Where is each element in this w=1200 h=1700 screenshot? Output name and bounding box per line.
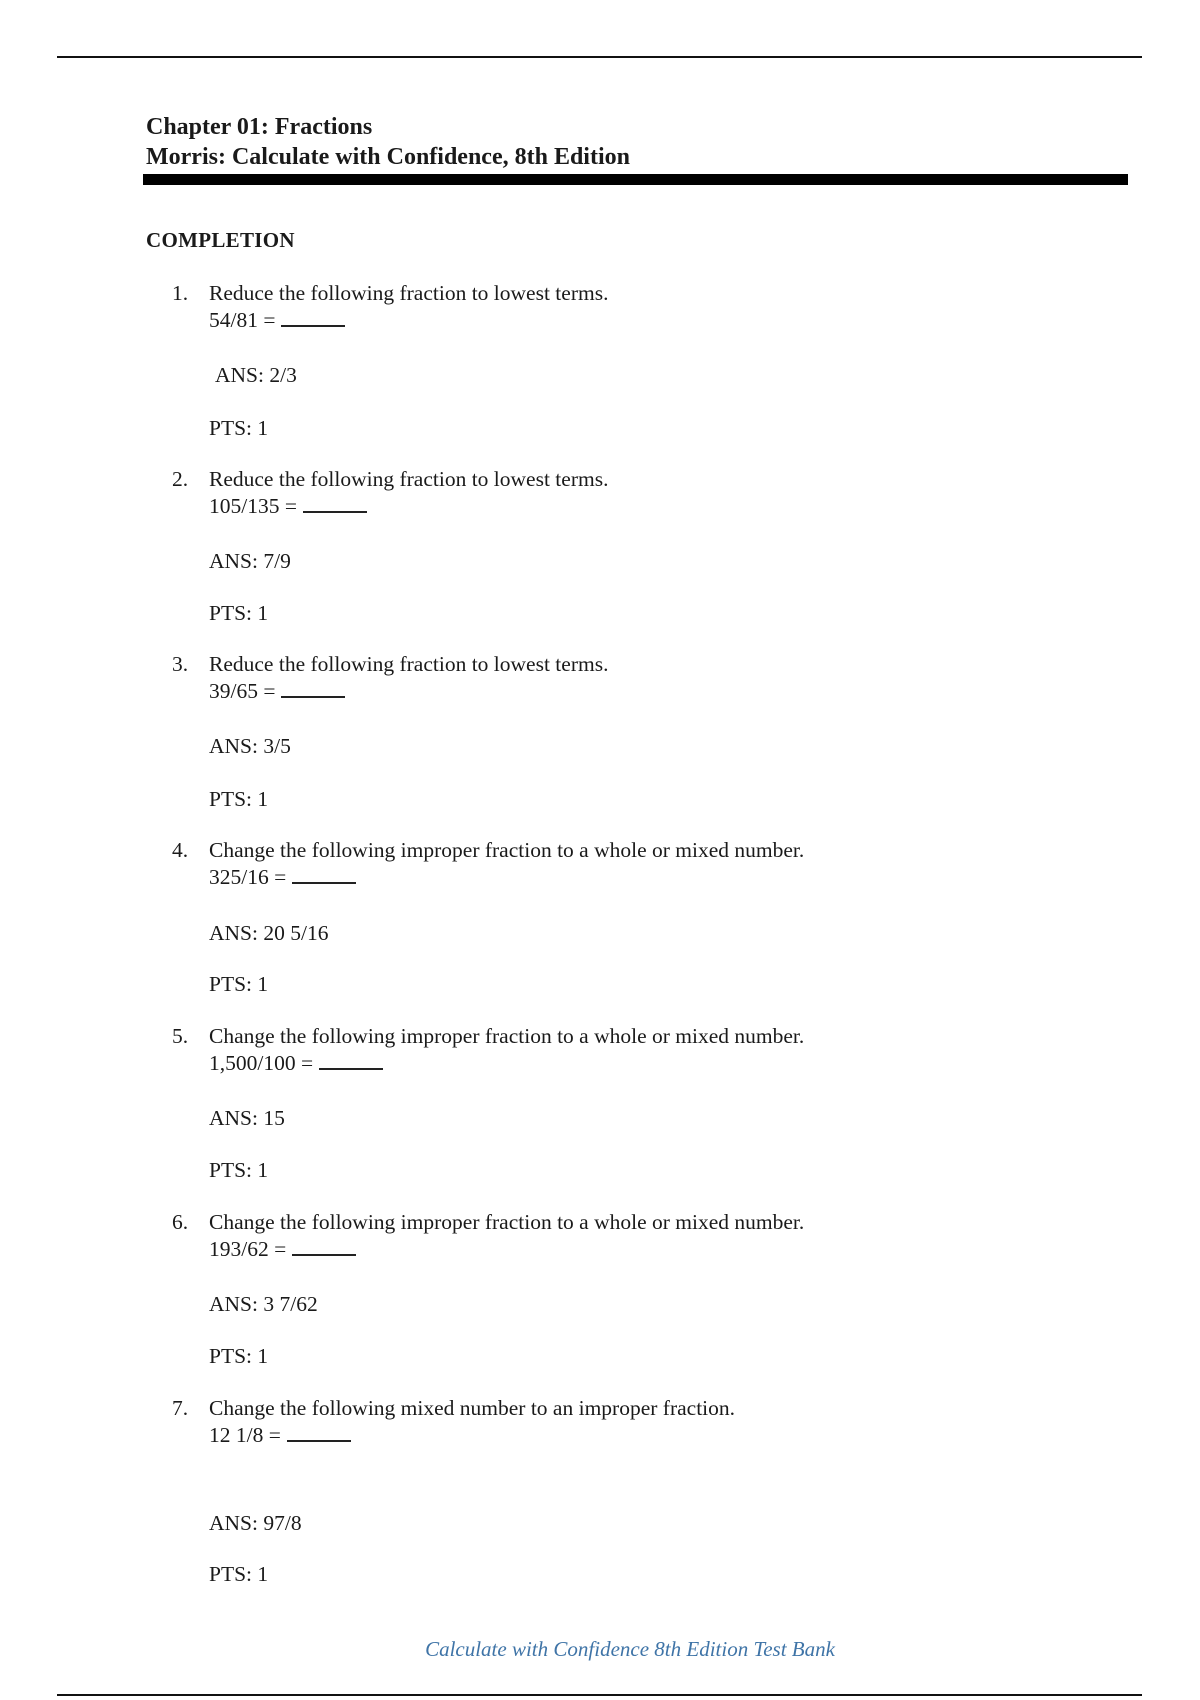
question-expression	[209, 493, 1069, 520]
chapter-title: Chapter 01: Fractions	[146, 114, 373, 140]
question-body	[209, 1023, 1069, 1077]
points-line: PTS: 1	[209, 601, 269, 625]
question-number: 4.	[172, 838, 189, 862]
answer-blank	[303, 493, 367, 513]
question-expression	[209, 307, 1069, 334]
question-number: 3.	[172, 652, 189, 676]
question-expression	[209, 1236, 1069, 1263]
answer-blank	[287, 1422, 351, 1442]
answer-blank	[319, 1050, 383, 1070]
question-prompt: Change the following improper fraction to a whole or mixed number.	[209, 1210, 805, 1234]
question-body	[209, 1209, 1069, 1263]
points-line: PTS: 1	[209, 1562, 269, 1586]
points-line: PTS: 1	[209, 972, 269, 996]
points-line: PTS: 1	[209, 787, 269, 811]
footer-test-bank-label: Calculate with Confidence 8th Edition Test Bank	[425, 1637, 835, 1661]
document-header	[146, 112, 630, 172]
question-number: 5.	[172, 1024, 189, 1048]
question-prompt: Change the following improper fraction to a whole or mixed number.	[209, 838, 805, 862]
question-expression	[209, 1050, 1069, 1077]
question-expression	[209, 1422, 1069, 1449]
book-title: Morris: Calculate with Confidence, 8th Edition	[146, 144, 630, 170]
points-line: PTS: 1	[209, 1344, 269, 1368]
question-body	[209, 837, 1069, 891]
answer-blank	[292, 1236, 356, 1256]
answer-blank	[292, 864, 356, 884]
section-heading: COMPLETION	[146, 228, 295, 252]
expression-text: 12 1/8 =	[209, 1423, 281, 1447]
question-prompt: Change the following improper fraction to a whole or mixed number.	[209, 1024, 805, 1048]
question-body	[209, 280, 1069, 334]
expression-text: 193/62 =	[209, 1237, 287, 1261]
answer-line: ANS: 97/8	[209, 1511, 302, 1535]
title-underline-bar	[143, 174, 1128, 185]
question-prompt: Reduce the following fraction to lowest terms.	[209, 467, 609, 491]
answer-line: ANS: 3 7/62	[209, 1292, 318, 1316]
question-body	[209, 466, 1069, 520]
answer-line: ANS: 7/9	[209, 549, 291, 573]
question-number: 6.	[172, 1210, 189, 1234]
expression-text: 1,500/100 =	[209, 1051, 314, 1075]
question-number: 2.	[172, 467, 189, 491]
expression-text: 325/16 =	[209, 865, 287, 889]
question-number: 1.	[172, 281, 189, 305]
points-line: PTS: 1	[209, 1158, 269, 1182]
question-expression	[209, 864, 1069, 891]
answer-line: ANS: 2/3	[215, 363, 297, 387]
answer-blank	[281, 678, 345, 698]
question-number: 7.	[172, 1396, 189, 1420]
points-line: PTS: 1	[209, 416, 269, 440]
expression-text: 105/135 =	[209, 494, 297, 518]
expression-text: 54/81 =	[209, 308, 276, 332]
question-prompt: Reduce the following fraction to lowest terms.	[209, 281, 609, 305]
question-prompt: Reduce the following fraction to lowest terms.	[209, 652, 609, 676]
answer-line: ANS: 20 5/16	[209, 921, 329, 945]
question-body	[209, 1395, 1069, 1449]
question-expression	[209, 678, 1069, 705]
top-rule	[57, 56, 1142, 58]
answer-line: ANS: 3/5	[209, 734, 291, 758]
answer-blank	[281, 307, 345, 327]
bottom-rule	[57, 1694, 1142, 1696]
answer-line: ANS: 15	[209, 1106, 285, 1130]
expression-text: 39/65 =	[209, 679, 276, 703]
question-body	[209, 651, 1069, 705]
question-prompt: Change the following mixed number to an improper fraction.	[209, 1396, 736, 1420]
